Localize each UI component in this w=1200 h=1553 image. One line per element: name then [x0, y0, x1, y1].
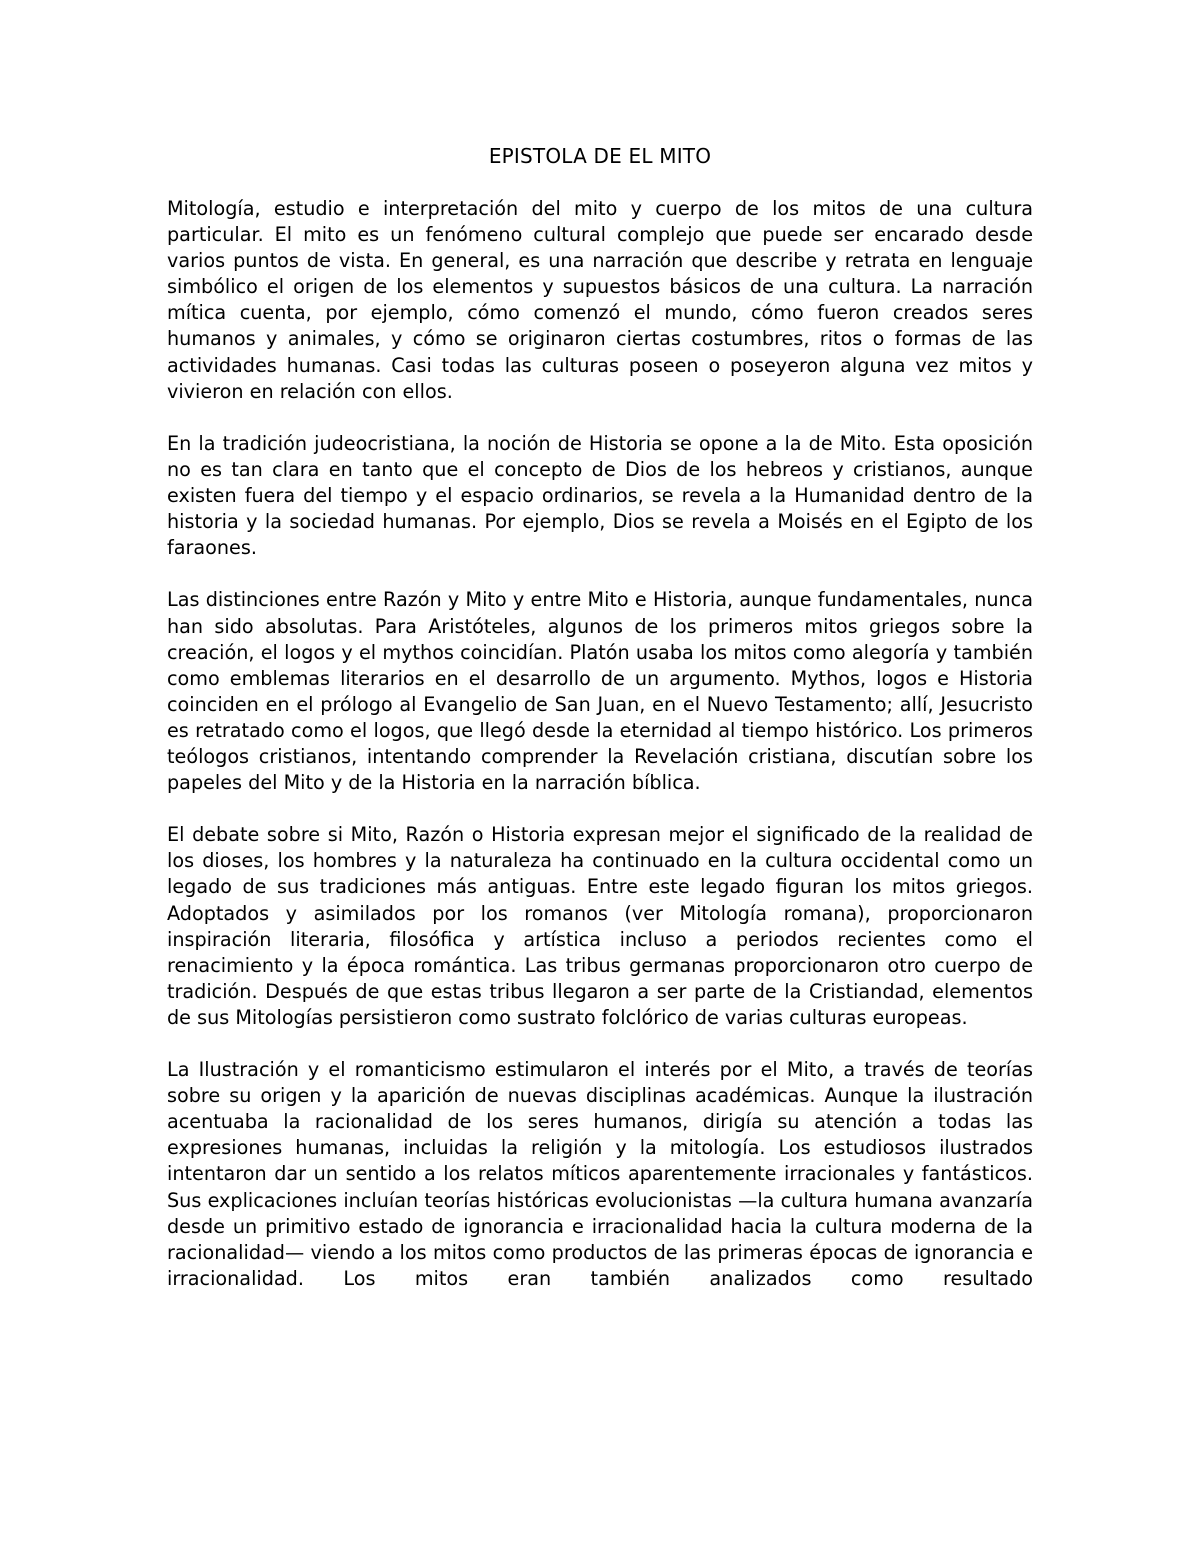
paragraph-3: Las distinciones entre Razón y Mito y entre Mito e Historia, aunque fundamentales, nunca han sido absolutas. Para Aristóteles, algunos de los primeros mitos griegos sobre la creación, el logos y el mythos coincidían. Platón usaba los mitos como alegoría y también como emblemas literarios en el desarrollo de un argumento. Mythos, logos e Historia coinciden en el prólogo al Evangelio de San Juan, en el Nuevo Testamento; allí, Jesucristo es retratado como el logos, que llegó desde la eternidad al tiempo histórico. Los primeros teólogos cristianos, intentando comprender la Revelación cristiana, discutían sobre los papeles del Mito y de la Historia en la narración bíblica. — [167, 588, 1033, 795]
paragraph-4: El debate sobre si Mito, Razón o Historia expresan mejor el significado de la realidad de los dioses, los hombres y la naturaleza ha continuado en la cultura occidental como un legado de sus tradiciones más antiguas. Entre este legado figuran los mitos griegos. Adoptados y asimilados por los romanos (ver Mitología romana), proporcionaron inspiración literaria, filosófica y artística incluso a periodos recientes como el renacimiento y la época romántica. Las tribus germanas proporcionaron otro cuerpo de tradición. Después de que estas tribus llegaron a ser parte de la Cristiandad, elementos de sus Mitologías persistieron como sustrato folclórico de varias culturas europeas. — [167, 823, 1033, 1029]
document-title: EPISTOLA DE EL MITO — [488, 144, 712, 168]
paragraph-2: En la tradición judeocristiana, la noción de Historia se opone a la de Mito. Esta oposición no es tan clara en tanto que el concepto de Dios de los hebreos y cristianos, aunque existen fuera del tiempo y el espacio ordinarios, se revela a la Humanidad dentro de la historia y la sociedad humanas. Por ejemplo, Dios se revela a Moisés en el Egipto de los faraones. — [167, 431, 1033, 560]
document-body — [167, 196, 1033, 1292]
paragraph-5: La Ilustración y el romanticismo estimularon el interés por el Mito, a través de teorías sobre su origen y la aparición de nuevas disciplinas académicas. Aunque la ilustración acentuaba la racionalidad de los seres humanos, dirigía su atención a todas las expresiones humanas, incluidas la religión y la mitología. Los estudiosos ilustrados intentaron dar un sentido a los relatos míticos aparentemente irracionales y fantásticos. Sus explicaciones incluían teorías históricas evolucionistas —la cultura humana avanzaría desde un primitivo estado de ignorancia e irracionalidad hacia la cultura moderna de la racionalidad— viendo a los mitos como productos de las primeras épocas de ignorancia e irracionalidad. Los mitos eran también analizados como resultado — [167, 1058, 1033, 1290]
paragraph-1: Mitología, estudio e interpretación del mito y cuerpo de los mitos de una cultura particular. El mito es un fenómeno cultural complejo que puede ser encarado desde varios puntos de vista. En general, es una narración que describe y retrata en lenguaje simbólico el origen de los elementos y supuestos básicos de una cultura. La narración mítica cuenta, por ejemplo, cómo comenzó el mundo, cómo fueron creados seres humanos y animales, y cómo se originaron ciertas costumbres, ritos o formas de las actividades humanas. Casi todas las culturas poseen o poseyeron alguna vez mitos y vivieron en relación con ellos. — [167, 197, 1033, 403]
